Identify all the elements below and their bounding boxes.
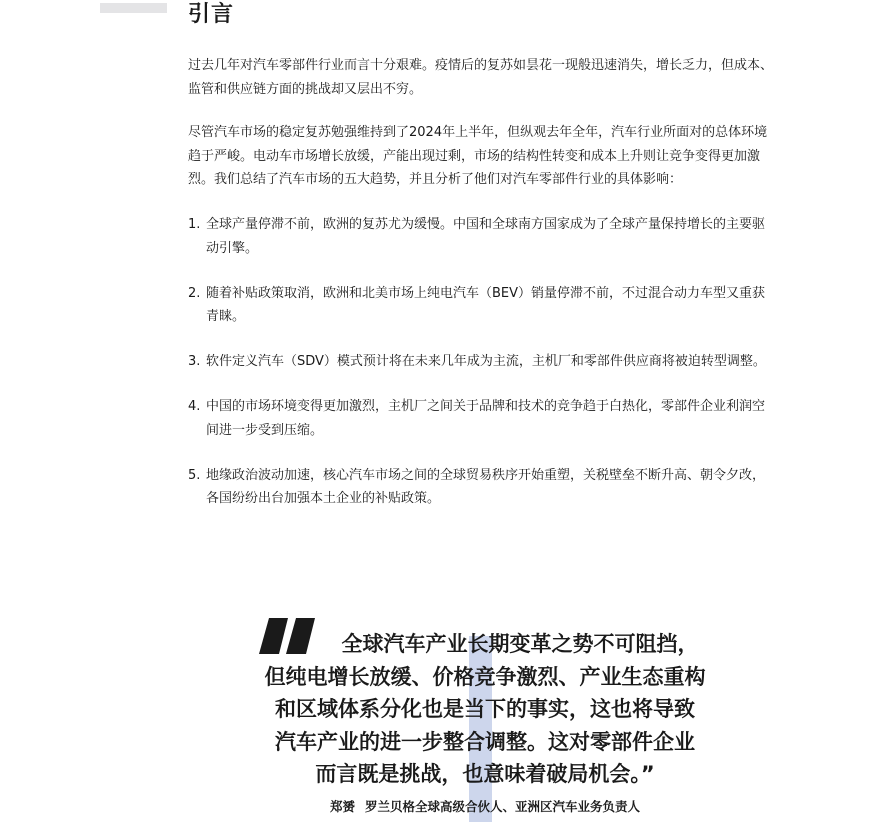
trend-item-4	[188, 395, 774, 442]
author-name: 郑赟	[329, 799, 355, 814]
quote-attribution	[220, 797, 750, 817]
quote-line: 全球汽车产业长期变革之势不可阻挡，	[341, 632, 699, 656]
trend-number: 1.	[188, 217, 201, 232]
trend-text: 随着补贴政策取消，欧洲和北美市场上纯电汽车（BEV）销量停滞不前，不过混合动力车型又重获青睐。	[206, 285, 766, 324]
trend-item-5	[188, 464, 774, 511]
trend-text: 地缘政治波动加速，核心汽车市场之间的全球贸易秩序开始重塑，关税壁垒不断升高、朝令夕改，各国纷纷出台加强本土企业的补贴政策。	[206, 467, 766, 506]
quote-line: 但纯电增长放缓、价格竞争激烈、产业生态重构	[264, 664, 706, 689]
trend-number: 4.	[188, 399, 201, 414]
header-divider-bar	[100, 3, 167, 13]
section-heading: 引言	[188, 2, 235, 27]
quote-line: 和区域体系分化也是当下的事实，这也将导致	[275, 697, 695, 721]
trend-number: 5.	[188, 467, 201, 483]
author-title: 罗兰贝格全球高级合伙人、亚洲区汽车业务负责人	[365, 799, 641, 814]
pull-quote	[220, 628, 750, 791]
quote-line: 而言既是挑战，也意味着破局机会。”	[315, 762, 655, 786]
trend-item-1	[188, 213, 774, 260]
trend-number: 2.	[188, 285, 201, 301]
trend-text: 软件定义汽车（SDV）模式预计将在未来几年成为主流，主机厂和零部件供应商将被迫转型调整。	[206, 354, 766, 369]
trend-text: 全球产量停滞不前，欧洲的复苏尤为缓慢。中国和全球南方国家成为了全球产量保持增长的主要驱动引擎。	[206, 217, 766, 256]
trend-list	[188, 213, 774, 532]
trend-number: 3.	[188, 354, 201, 369]
intro-paragraph-1: 过去几年对汽车零部件行业而言十分艰难。疫情后的复苏如昙花一现般迅速消失，增长乏力，但成本、监管和供应链方面的挑战却又层出不穷。	[188, 58, 774, 97]
trend-text: 中国的市场环境变得更加激烈，主机厂之间关于品牌和技术的竞争趋于白热化，零部件企业利润空间进一步受到压缩。	[206, 399, 766, 438]
trend-item-3	[188, 350, 774, 374]
intro-paragraph-2: 尽管汽车市场的稳定复苏勉强维持到了2024年上半年，但纵观去年全年，汽车行业所面对的总体环境趋于严峻。电动车市场增长放缓，产能出现过剩，市场的结构性转变和成本上升则让竞争变得更加激烈。我们总结了汽车市场的五大趋势，并且分析了他们对汽车零部件行业的具体影响：	[188, 125, 768, 187]
quote-line: 汽车产业的进一步整合调整。这对零部件企业	[275, 729, 695, 754]
trend-item-2	[188, 282, 774, 329]
